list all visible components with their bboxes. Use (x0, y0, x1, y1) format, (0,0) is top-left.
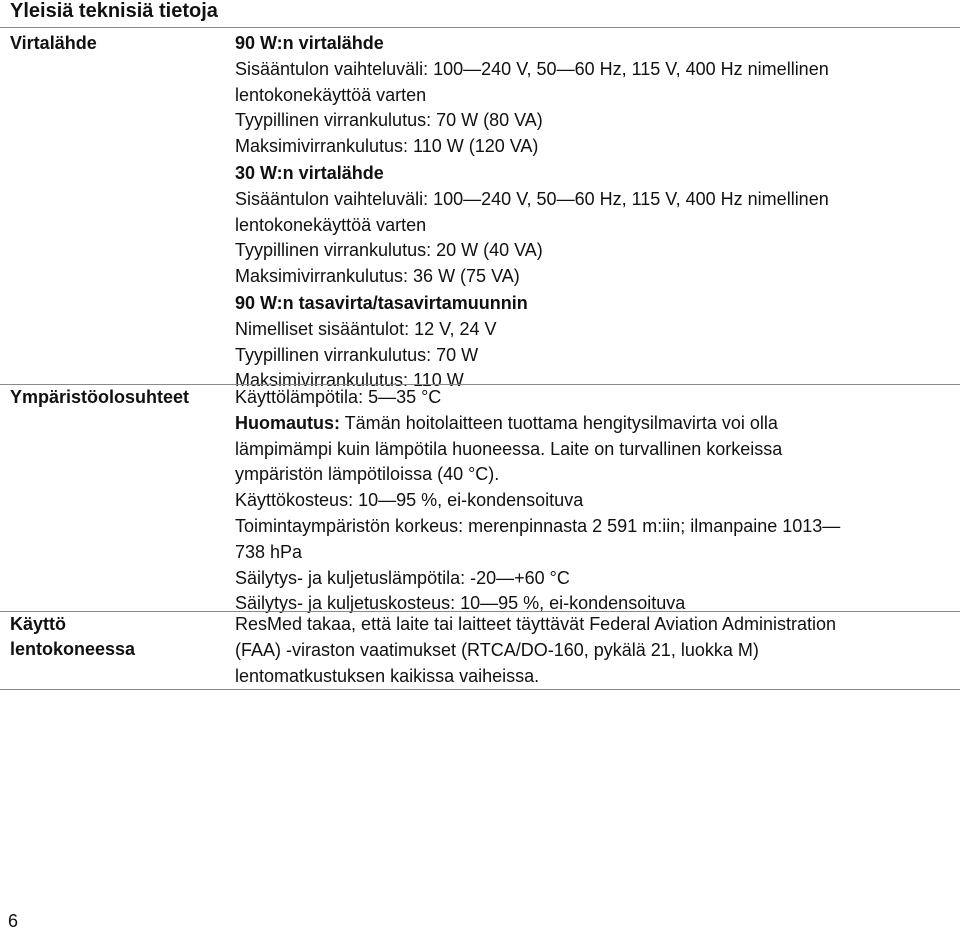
psu-90w-line: Maksimivirrankulutus: 110 W (120 VA) (235, 136, 539, 157)
dc-converter-line: Maksimivirrankulutus: 110 W (235, 370, 464, 391)
note-label: Huomautus: (235, 412, 340, 433)
operating-temperature: Käyttölämpötila: 5—35 °C (235, 387, 442, 407)
storage-temperature: Säilytys- ja kuljetuslämpötila: -20—+60 °C (235, 567, 570, 588)
aircraft-use-line: lentomatkustuksen kaikissa vaiheissa. (235, 665, 540, 686)
bottom-divider (0, 689, 960, 690)
page-number: 6 (8, 911, 19, 931)
note-line: lämpimämpi kuin lämpötila huoneessa. Laite on turvallinen korkeissa (235, 438, 783, 459)
note-text: Tämän hoitolaitteen tuottama hengitysilmavirta voi olla (340, 412, 778, 433)
note-line: ympäristön lämpötiloissa (40 °C). (235, 464, 500, 485)
dc-converter-line: Nimelliset sisääntulot: 12 V, 24 V (235, 318, 497, 339)
psu-90w-line: Tyypillinen virrankulutus: 70 W (80 VA) (235, 110, 543, 131)
environment-label: Ympäristöolosuhteet (10, 387, 190, 407)
aircraft-use-label-line: Käyttö (10, 614, 67, 634)
psu-30w-line: lentokonekäyttöä varten (235, 214, 427, 235)
dc-converter-heading: 90 W:n tasavirta/tasavirtamuunnin (235, 292, 528, 313)
environment-content (235, 385, 950, 617)
aircraft-use-line: ResMed takaa, että laite tai laitteet täyttävät Federal Aviation Administration (235, 614, 836, 634)
aircraft-use-label-line: lentokoneessa (10, 639, 136, 659)
dc-converter-line: Tyypillinen virrankulutus: 70 W (235, 344, 479, 365)
psu-90w-line: lentokonekäyttöä varten (235, 84, 427, 105)
power-supply-content (235, 31, 950, 394)
power-supply-label: Virtalähde (10, 33, 97, 53)
aircraft-use-line: (FAA) -viraston vaatimukset (RTCA/DO-160, pykälä 21, luokka M) (235, 639, 759, 660)
psu-30w-line: Tyypillinen virrankulutus: 20 W (40 VA) (235, 240, 543, 261)
altitude-line: 738 hPa (235, 541, 303, 562)
psu-30w-line: Maksimivirrankulutus: 36 W (75 VA) (235, 266, 520, 287)
psu-30w-line: Sisääntulon vaihteluväli: 100—240 V, 50—60 Hz, 115 V, 400 Hz nimellinen (235, 188, 829, 209)
aircraft-use-label (10, 612, 135, 662)
psu-90w-heading: 90 W:n virtalähde (235, 33, 384, 53)
note-line (235, 411, 950, 437)
operating-humidity: Käyttökosteus: 10—95 %, ei-kondensoituva (235, 490, 584, 511)
page-title: Yleisiä teknisiä tietoja (10, 0, 218, 22)
aircraft-use-content (235, 612, 950, 689)
psu-90w-line: Sisääntulon vaihteluväli: 100—240 V, 50—60 Hz, 115 V, 400 Hz nimellinen (235, 58, 829, 79)
storage-humidity: Säilytys- ja kuljetuskosteus: 10—95 %, ei-kondensoituva (235, 593, 686, 614)
altitude-line: Toimintaympäristön korkeus: merenpinnasta 2 591 m:iin; ilmanpaine 1013— (235, 515, 841, 536)
psu-30w-heading: 30 W:n virtalähde (235, 162, 384, 183)
top-divider (0, 27, 960, 28)
